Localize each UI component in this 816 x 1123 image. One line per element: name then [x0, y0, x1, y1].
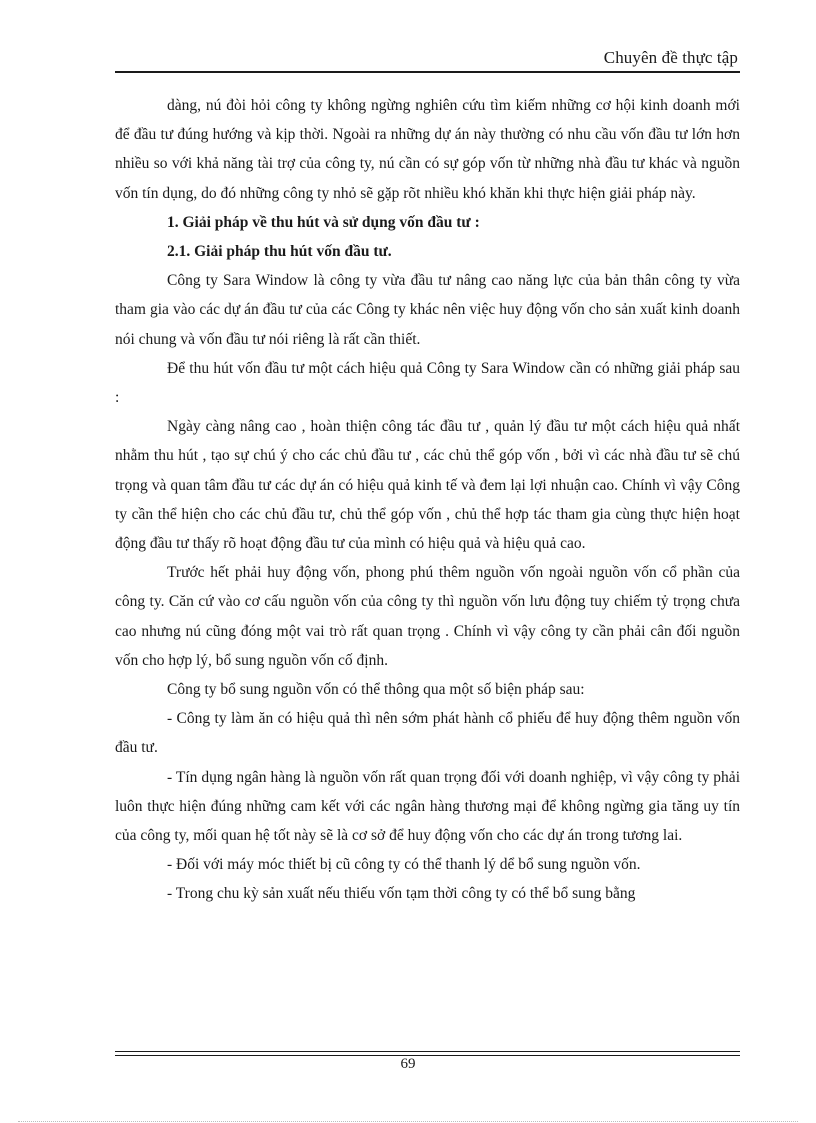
paragraph: Công ty Sara Window là công ty vừa đầu tư nâng cao năng lực của bản thân công ty vừa tham gia vào các dự án đầu tư của các Công ty khác nên việc huy động vốn cho sản xuất kinh doanh nói chung và vốn đầu tư nói riêng là rất cần thiết. [115, 272, 740, 348]
document-body [115, 91, 740, 909]
paragraph: Công ty bổ sung nguồn vốn có thể thông qua một số biện pháp sau: [167, 681, 585, 699]
header-rule [115, 71, 740, 73]
list-item: - Công ty làm ăn có hiệu quả thì nên sớm phát hành cổ phiếu để huy động thêm nguồn vốn đầu tư. [115, 710, 740, 757]
list-item: - Trong chu kỳ sản xuất nếu thiếu vốn tạm thời công ty có thể bổ sung bằng [167, 885, 636, 903]
paragraph: Ngày càng nâng cao , hoàn thiện công tác đầu tư , quản lý đầu tư một cách hiệu quả nhất nhằm thu hút , tạo sự chú ý cho các chủ đầu tư , các chủ thể góp vốn , bởi vì các nhà đầu tư sẽ chú trọng và quan tâm đầu tư các dự án có hiệu quả kinh tế và đem lại lợi nhuận cao. Chính vì vậy Công ty cần thể hiện cho các chủ đầu tư, chủ thể góp vốn , chủ thể hợp tác tham gia cùng thực hiện hoạt động đầu tư thấy rõ hoạt động đầu tư của mình có hiệu quả và hiệu quả cao. [115, 418, 740, 553]
section-heading-2-1: 2.1. Giải pháp thu hút vốn đầu tư. [167, 243, 392, 261]
list-item: - Đối với máy móc thiết bị cũ công ty có thể thanh lý dể bổ sung nguồn vốn. [167, 856, 641, 874]
page-bottom-border [18, 1121, 798, 1122]
paragraph: Trước hết phải huy động vốn, phong phú thêm nguồn vốn ngoài nguồn vốn cổ phần của công ty. Căn cứ vào cơ cấu nguồn vốn của công ty thì nguồn vốn lưu động tuy chiếm tỷ trọng chưa cao nhưng nú cũng đóng một vai trò rất quan trọng . Chính vì vậy công ty cần phải cân đối nguồn vốn cho hợp lý, bổ sung nguồn vốn cố định. [115, 564, 740, 669]
paragraph-continued: dàng, nú đòi hỏi công ty không ngừng nghiên cứu tìm kiếm những cơ hội kinh doanh mới để đầu tư đúng hướng và kịp thời. Ngoài ra những dự án này thường có nhu cầu vốn đầu tư lớn hơn nhiều so với khả năng tài trợ của công ty, nú cần có sự góp vốn từ những nhà đầu tư khác và nguồn vốn tín dụng, do đó những công ty nhỏ sẽ gặp rõt nhiều khó khăn khi thực hiện giải pháp này. [115, 97, 740, 202]
section-heading-1: 1. Giải pháp về thu hút và sử dụng vốn đầu tư : [167, 213, 480, 231]
list-item: - Tín dụng ngân hàng là nguồn vốn rất quan trọng đối với doanh nghiệp, vì vậy công ty phải luôn thực hiện đúng những cam kết với các ngân hàng thương mại để không ngừng gia tăng uy tín của công ty, mối quan hệ tốt này sẽ là cơ sở để huy động vốn cho các dự án trong tương lai. [115, 768, 740, 845]
page-number: 69 [400, 1056, 416, 1072]
page-header-title: Chuyên đề thực tập [603, 48, 738, 67]
paragraph: Để thu hút vốn đầu tư một cách hiệu quả Công ty Sara Window cần có những giải pháp sau : [115, 359, 740, 407]
